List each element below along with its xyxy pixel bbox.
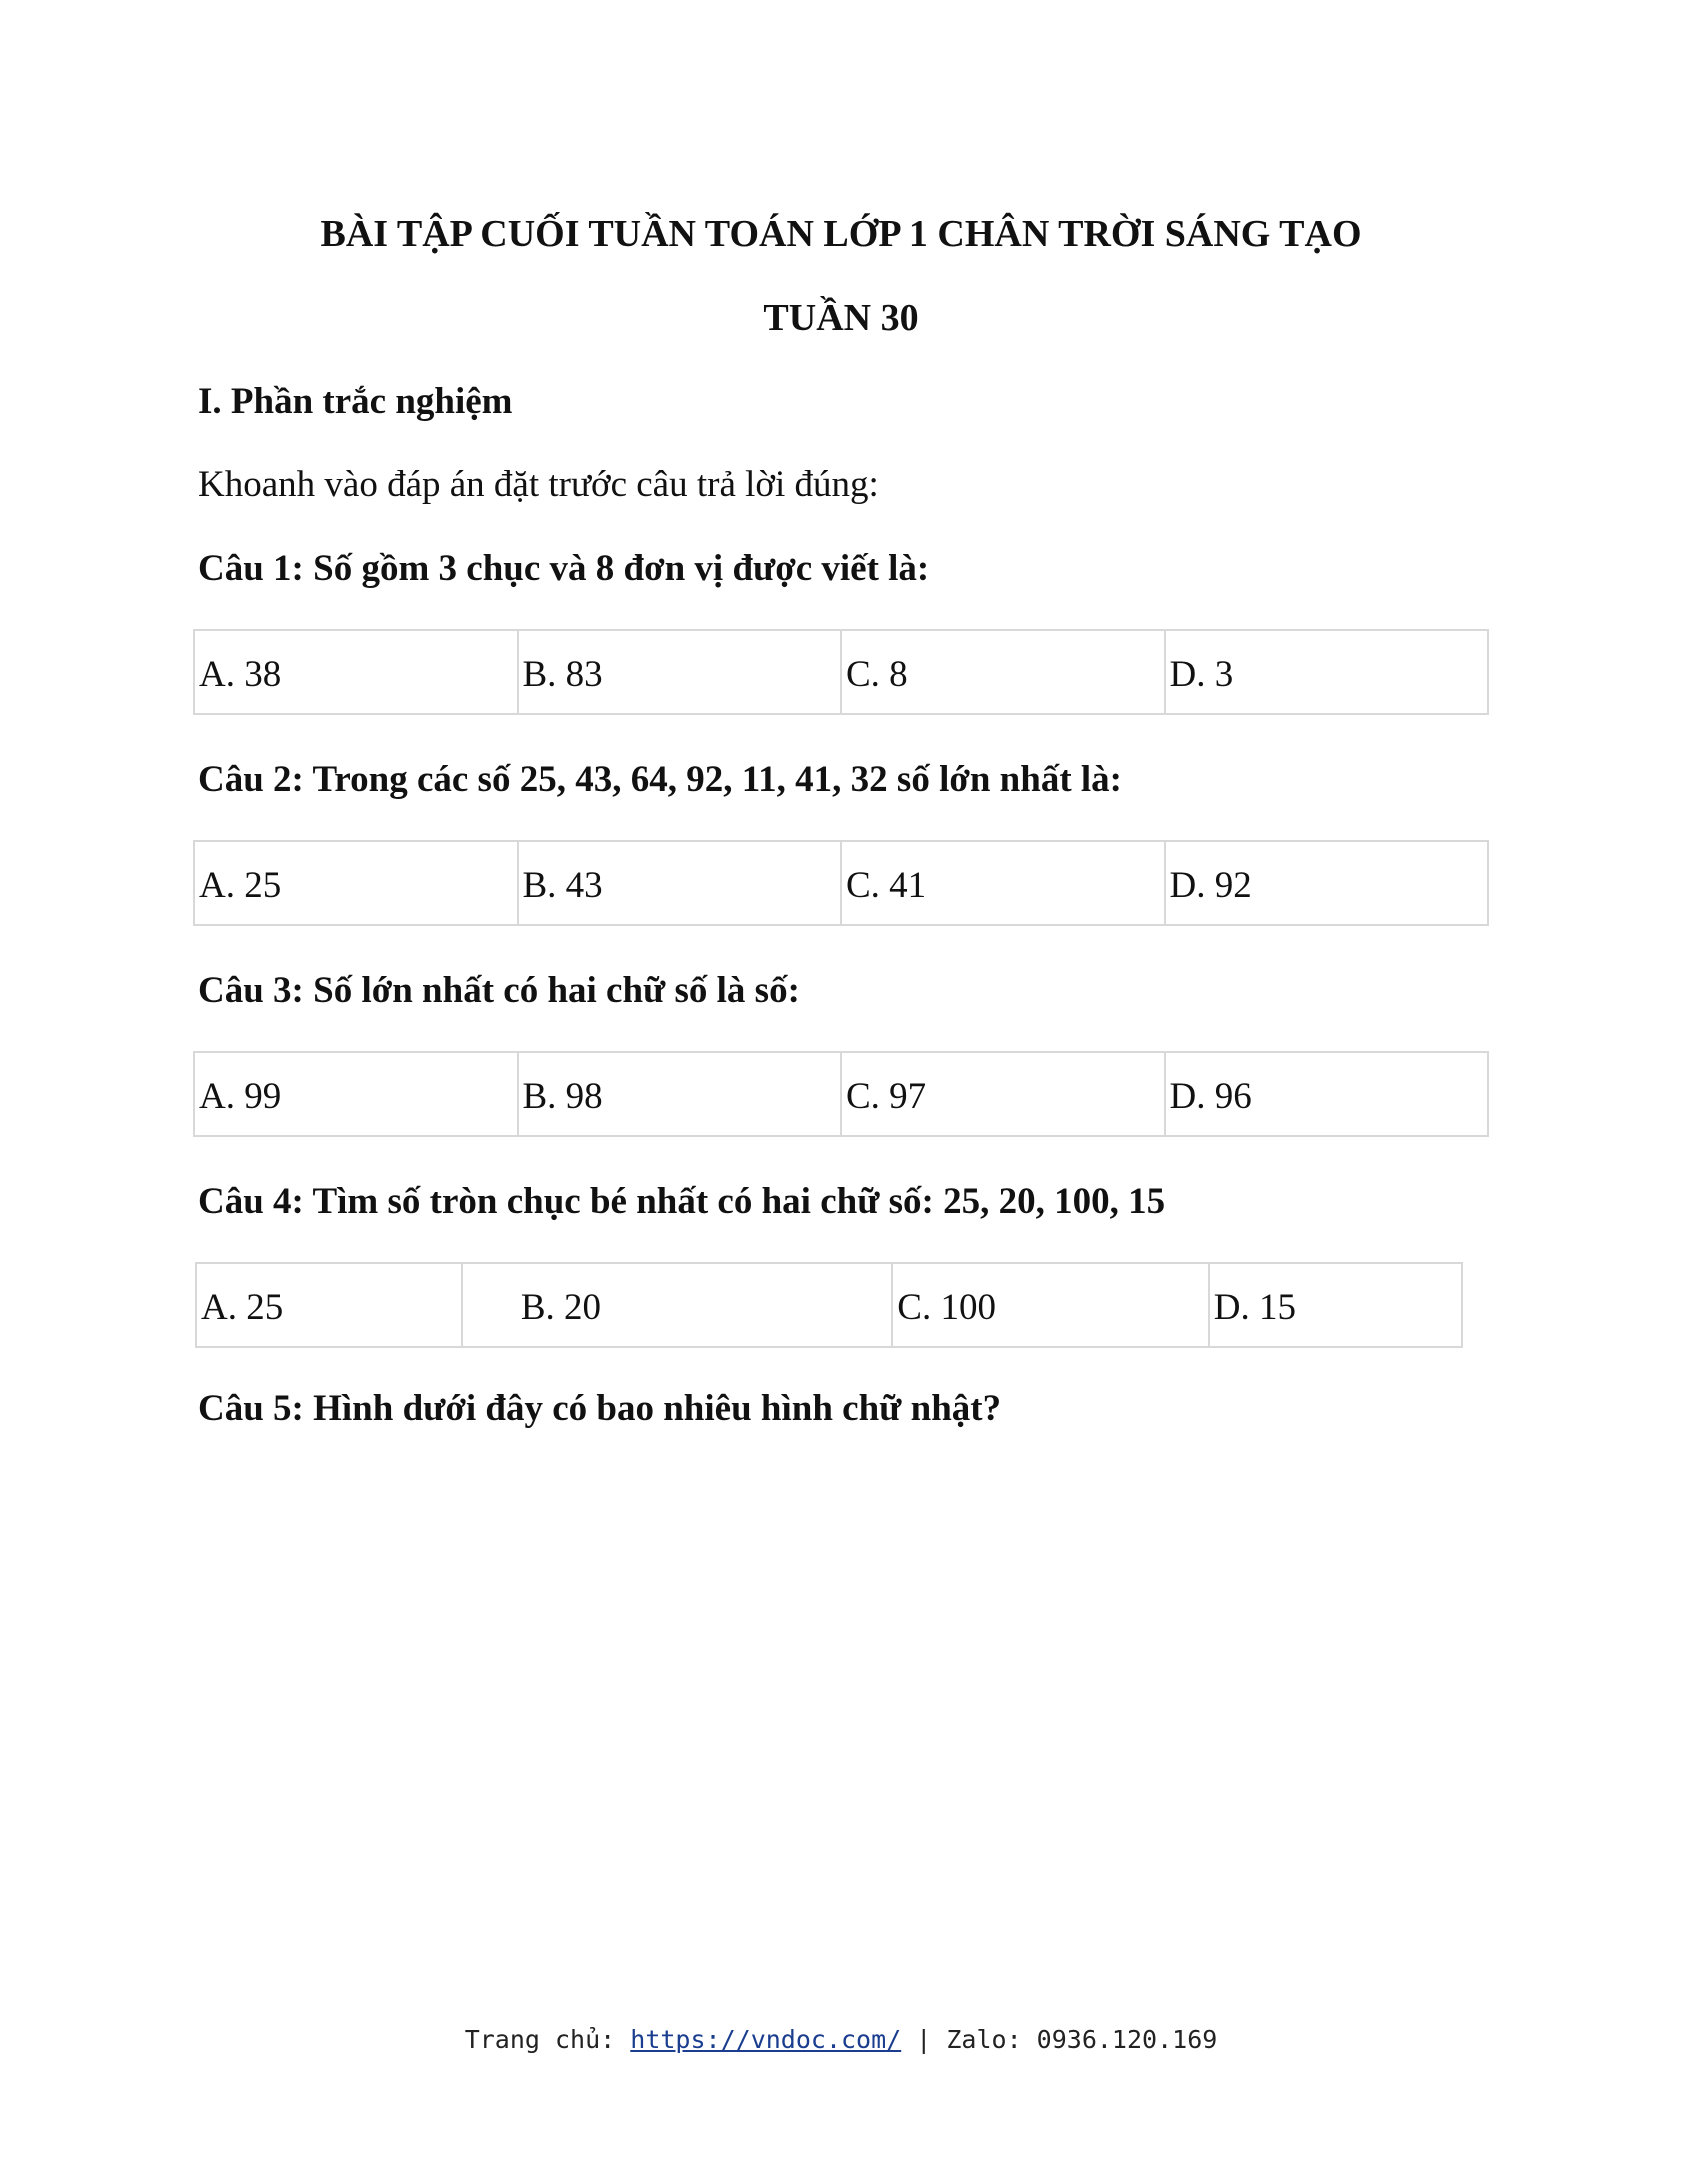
question-3-text: Câu 3: Số lớn nhất có hai chữ số là số: bbox=[198, 970, 800, 1011]
table-row bbox=[194, 841, 1488, 925]
option-a: A. 38 bbox=[194, 630, 518, 714]
option-d: D. 92 bbox=[1165, 841, 1489, 925]
table-row bbox=[194, 630, 1488, 714]
option-c: C. 8 bbox=[841, 630, 1165, 714]
footer-homepage-link[interactable]: https://vndoc.com/ bbox=[630, 2025, 902, 2054]
option-c: C. 97 bbox=[841, 1052, 1165, 1136]
option-b: B. 98 bbox=[518, 1052, 842, 1136]
option-d: D. 15 bbox=[1209, 1263, 1462, 1347]
section-heading: I. Phần trắc nghiệm bbox=[198, 381, 513, 422]
option-c: C. 100 bbox=[892, 1263, 1209, 1347]
question-1-text: Câu 1: Số gồm 3 chục và 8 đơn vị được viết là: bbox=[198, 548, 930, 589]
option-b: B. 83 bbox=[518, 630, 842, 714]
table-row bbox=[196, 1263, 1462, 1347]
question-3-options-table bbox=[193, 1051, 1489, 1137]
option-c: C. 41 bbox=[841, 841, 1165, 925]
question-2-text: Câu 2: Trong các số 25, 43, 64, 92, 11, 41, 32 số lớn nhất là: bbox=[198, 759, 1122, 800]
option-d: D. 96 bbox=[1165, 1052, 1489, 1136]
question-4-options-table bbox=[195, 1262, 1463, 1348]
question-1-options-table bbox=[193, 629, 1489, 715]
footer-zalo-contact: | Zalo: 0936.120.169 bbox=[901, 2025, 1218, 2054]
document-title: BÀI TẬP CUỐI TUẦN TOÁN LỚP 1 CHÂN TRỜI SÁNG TẠO bbox=[320, 213, 1362, 255]
footer-prefix: Trang chủ: bbox=[464, 2025, 631, 2054]
option-d: D. 3 bbox=[1165, 630, 1489, 714]
table-row bbox=[194, 1052, 1488, 1136]
option-b: B. 20 bbox=[462, 1263, 892, 1347]
option-a: A. 99 bbox=[194, 1052, 518, 1136]
question-4-text: Câu 4: Tìm số tròn chục bé nhất có hai chữ số: 25, 20, 100, 15 bbox=[198, 1181, 1166, 1222]
document-subtitle-week: TUẦN 30 bbox=[763, 297, 919, 339]
instruction-text: Khoanh vào đáp án đặt trước câu trả lời đúng: bbox=[198, 464, 879, 505]
question-2-options-table bbox=[193, 840, 1489, 926]
option-a: A. 25 bbox=[196, 1263, 462, 1347]
option-a: A. 25 bbox=[194, 841, 518, 925]
question-5-text: Câu 5: Hình dưới đây có bao nhiêu hình chữ nhật? bbox=[198, 1388, 1002, 1429]
page-footer bbox=[0, 2025, 1682, 2054]
option-b: B. 43 bbox=[518, 841, 842, 925]
